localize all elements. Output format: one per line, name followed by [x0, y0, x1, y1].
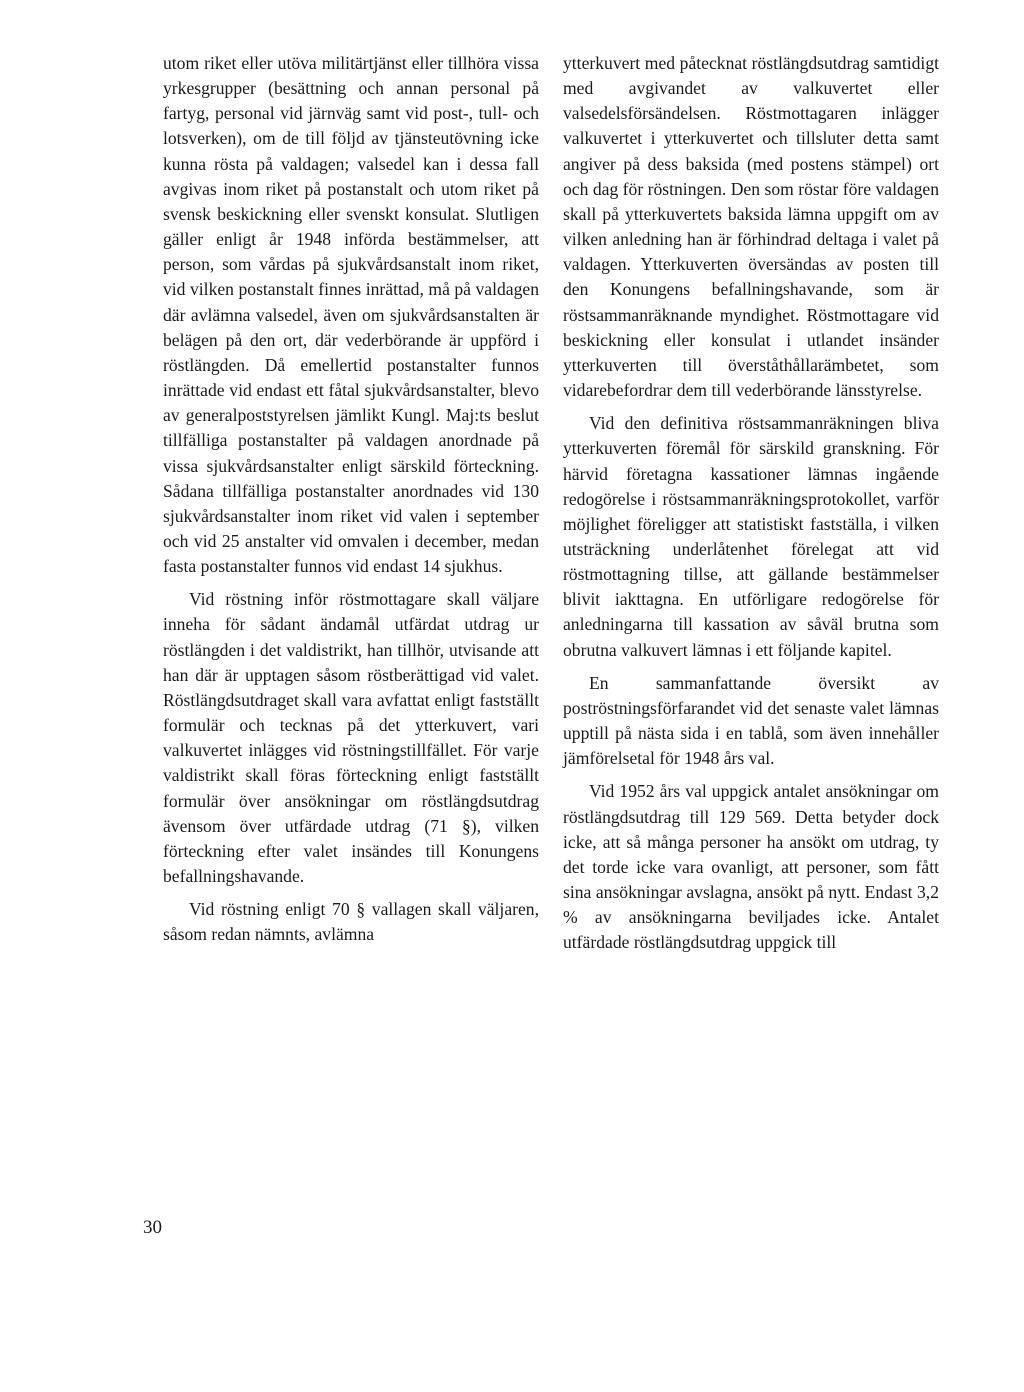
paragraph: Vid 1952 års val uppgick antalet ansökningar om röstlängdsutdrag till 129 569. Detta betyder dock icke, att så många personer ha ansökt om utdrag, ty det torde icke vara ovanligt, att personer, som fått sina ansökningar avslagna, ansökt på nytt. Endast 3,2 % av ansökningarna beviljades icke. Antalet utfärdade röstlängdsutdrag uppgick till — [563, 781, 939, 953]
paragraph: Vid röstning enligt 70 § vallagen skall väljaren, såsom redan nämnts, avlämna — [163, 899, 539, 945]
page-number: 30 — [143, 1217, 162, 1238]
paragraph: utom riket eller utöva militärtjänst eller tillhöra vissa yrkesgrupper (besättning och annan personal på fartyg, personal vid järnväg samt vid post-, tull- och lotsverken), om de till följd av tjänsteutövning icke kunna rösta på valdagen; valsedel kan i dessa fall avgivas inom riket på postanstalt och utom riket på svensk beskickning eller svenskt konsulat. Slutligen gäller enligt år 1948 införda bestämmelser, att person, som vårdas på sjukvårdsanstalt inom riket, vid vilken postanstalt finnes inrättad, må på valdagen där avlämna valsedel, även om sjukvårdsanstalten är belägen på den ort, där vederbörande är uppförd i röstlängden. Då emellertid postanstalter funnos inrättade vid endast ett fåtal sjukvårdsanstalter, blevo av generalpoststyrelsen jämlikt Kungl. Maj:ts beslut tillfälliga postanstalter på valdagen anordnade på vissa sjukvårdsanstalter enligt särskild förteckning. Sådana tillfälliga postanstalter anordnades vid 130 sjukvårdsanstalter inom riket vid valen i september och vid 25 anstalter vid omvalen i december, medan fasta postanstalter funnos vid endast 14 sjukhus. — [163, 53, 539, 577]
paragraph: Vid den definitiva röstsammanräkningen bliva ytterkuverten föremål för särskild granskning. För härvid företagna kassationer lämnas ingående redogörelse i röstsammanräkningsprotokollet, varför möjlighet föreligger att statistiskt fastställa, i vilken utsträckning underlåtenhet förelegat att vid röstmottagning tillse, att gällande bestämmelser blivit iakttagna. En utförligare redogörelse för anledningarna till kassation av såväl brutna som obrutna valkuvert lämnas i ett följande kapitel. — [563, 413, 939, 660]
right-column — [563, 51, 939, 955]
paragraph: Vid röstning inför röstmottagare skall väljare inneha för sådant ändamål utfärdat utdrag ur röstlängden i det valdistrikt, han tillhör, utvisande att han där är upptagen såsom röstberättigad vid valet. Röstlängdsutdraget skall vara avfattat enligt fastställt formulär och tecknas på det ytterkuvert, vari valkuvertet inlägges vid röstningstillfället. För varje valdistrikt skall föras förteckning enligt fastställt formulär över ansökningar om röstlängdsutdrag ävensom över utfärdade utdrag (71 §), vilken förteckning efter valet insändes till Konungens befallningshavande. — [163, 589, 539, 886]
paragraph: En sammanfattande översikt av poströstningsförfarandet vid det senaste valet lämnas upptill på nästa sida i en tablå, som även innehåller jämförelsetal för 1948 års val. — [563, 672, 939, 769]
left-column — [163, 51, 539, 947]
paragraph: ytterkuvert med påtecknat röstlängdsutdrag samtidigt med avgivandet av valkuvertet eller valsedelsförsändelsen. Röstmottagaren inlägger valkuvertet i ytterkuvertet och tillsluter detta samt angiver på dess baksida (med postens stämpel) ort och dag för röstningen. Den som röstar före valdagen skall på ytterkuvertets baksida lämna uppgift om av vilken anledning han är förhindrad deltaga i valet på valdagen. Ytterkuverten översändas av posten till den Konungens befallningshavande, som är röstsammanräknande myndighet. Röstmottagare vid beskickning eller konsulat i utlandet insänder ytterkuverten till överståthållarämbetet, som vidarebefordrar dem till vederbörande länsstyrelse. — [563, 53, 939, 401]
